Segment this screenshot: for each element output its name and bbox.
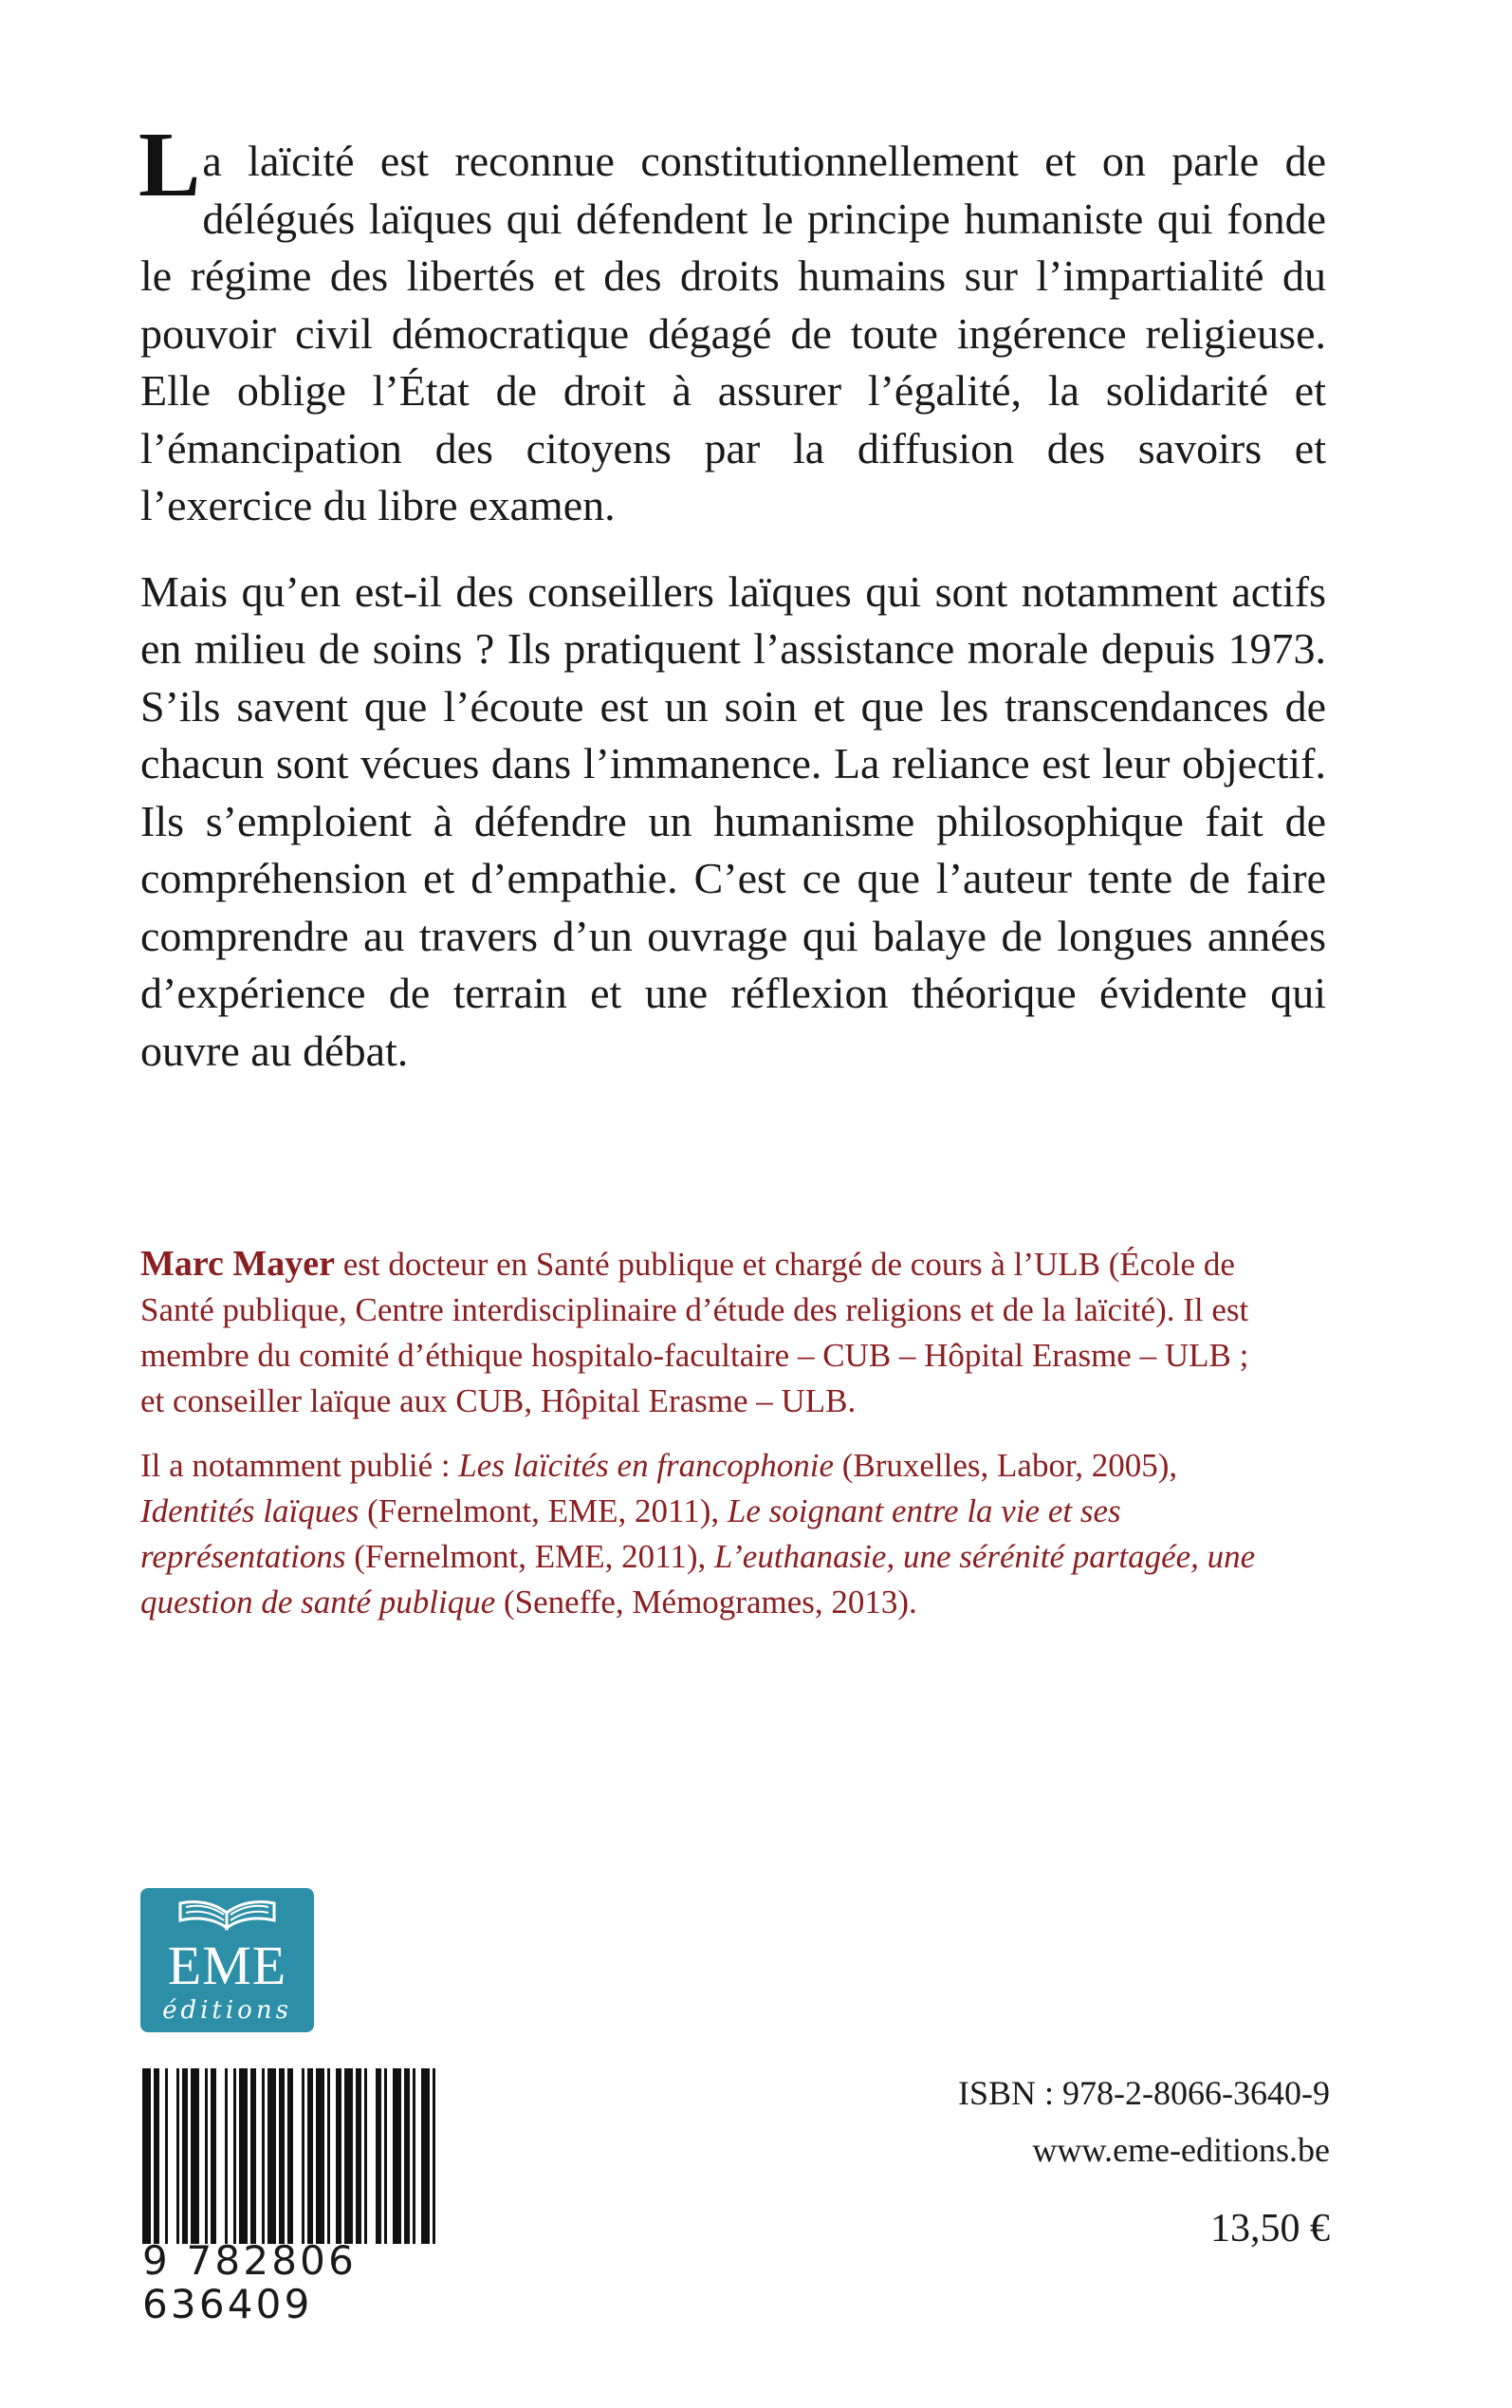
- barcode-bar: [233, 2068, 236, 2244]
- publications-intro: Il a notamment publié :: [140, 1447, 459, 1484]
- barcode-bar: [376, 2068, 381, 2244]
- barcode-bar: [279, 2068, 285, 2244]
- publication-title-3: Le soignant entre la vie et ses représentations: [140, 1492, 1121, 1575]
- barcode-bar: [404, 2068, 410, 2244]
- barcode-bar: [267, 2068, 276, 2244]
- barcode-bar: [413, 2068, 415, 2244]
- barcode-bar: [287, 2068, 293, 2244]
- barcode-bar: [250, 2068, 256, 2244]
- barcode-bar: [364, 2068, 367, 2244]
- author-bio: [140, 1241, 1260, 1644]
- barcode-bar: [176, 2068, 179, 2244]
- barcode-bar: [356, 2068, 361, 2244]
- barcode-bar: [336, 2068, 341, 2244]
- blurb: [138, 114, 1326, 1108]
- barcode-bar: [165, 2068, 168, 2244]
- barcode-bar: [307, 2068, 313, 2244]
- barcode-bar: [262, 2068, 265, 2244]
- publisher-name: EME: [167, 1935, 287, 1996]
- barcode-bar: [384, 2068, 387, 2244]
- blurb-paragraph-2: Mais qu’en est-il des conseillers laïques qui sont notamment actifs en milieu de soins ? Ils pratiquent l’assistance morale depuis 1973. S’ils savent que l’écoute est un soin et que les transcendances de chacun sont vécues dans l’immanence. La reliance est leur objectif. Ils s’emploient à défendre un humanisme philosophique fait de compréhension et d’empathie. C’est ce que l’auteur tente de faire comprendre au travers d’un ouvrage qui balaye de longues années d’expérience de terrain et une réflexion théorique évidente qui ouvre au débat.: [140, 566, 1326, 1075]
- barcode-bar: [191, 2068, 199, 2244]
- barcode-bar: [205, 2068, 208, 2244]
- barcode-bar: [239, 2068, 248, 2244]
- publication-info-4: (Seneffe, Mémogrames, 2013).: [495, 1584, 917, 1621]
- barcode-bar: [433, 2068, 435, 2244]
- barcode-bar: [154, 2068, 159, 2244]
- publication-info-1: (Bruxelles, Labor, 2005),: [833, 1447, 1178, 1484]
- website: www.eme-editions.be: [1032, 2131, 1330, 2169]
- barcode-bar: [142, 2068, 151, 2244]
- barcode-bar: [327, 2068, 330, 2244]
- barcode-bar: [225, 2068, 228, 2244]
- blurb-paragraph-1: [138, 114, 1326, 535]
- barcode-bar: [344, 2068, 353, 2244]
- publication-title-2: Identités laïques: [140, 1492, 360, 1529]
- publication-info-2: (Fernelmont, EME, 2011),: [359, 1492, 728, 1529]
- drop-cap: L: [138, 114, 201, 216]
- publication-title-4: L’euthanasie, une sérénité partagée, une question de santé publique: [140, 1538, 1256, 1621]
- isbn: ISBN : 978-2-8066-3640-9: [958, 2074, 1330, 2112]
- barcode-bar: [316, 2068, 324, 2244]
- barcode-bar: [211, 2068, 216, 2244]
- author-name: Marc Mayer: [140, 1244, 336, 1284]
- barcode-digits: 9 782806 636409: [142, 2237, 358, 2327]
- author-bio-text: est docteur en Santé publique et chargé de cours à l’ULB (École de Santé publique, Centre interdisciplinaire d’étude des religions et de la laïcité). Il est membre du comité d’éthique hospitalo-facultaire – CUB – Hôpital Erasme – ULB ; et conseiller laïque aux CUB, Hôpital Erasme – ULB.: [140, 1246, 1249, 1419]
- price: 13,50 €: [1210, 2207, 1330, 2251]
- barcode-bar: [393, 2068, 401, 2244]
- barcode-bar: [421, 2068, 430, 2244]
- publisher-subtitle: éditions: [162, 1996, 292, 2025]
- barcode-bar: [182, 2068, 188, 2244]
- publication-title-1: Les laïcités en francophonie: [458, 1447, 834, 1484]
- publication-info-3: (Fernelmont, EME, 2011),: [345, 1538, 714, 1575]
- publications-paragraph: [140, 1443, 1260, 1625]
- publisher-logo: [140, 1888, 314, 2032]
- barcode-bars: [142, 2068, 512, 2244]
- author-bio-paragraph: [140, 1241, 1260, 1424]
- blurb-paragraph-1-text: a laïcité est reconnue constitutionnellement et on parle de délégués laïques qui défendent le principe humaniste qui fonde le régime des libertés et des droits humains sur l’impartialité du pouvoir civil démocratique dégagé de toute ingérence religieuse. Elle oblige l’État de droit à assurer l’égalité, la solidarité et l’émancipation des citoyens par la diffusion des savoirs et l’exercice du libre examen.: [140, 137, 1326, 529]
- open-book-icon: [176, 1896, 278, 1934]
- barcode-bar: [302, 2068, 304, 2244]
